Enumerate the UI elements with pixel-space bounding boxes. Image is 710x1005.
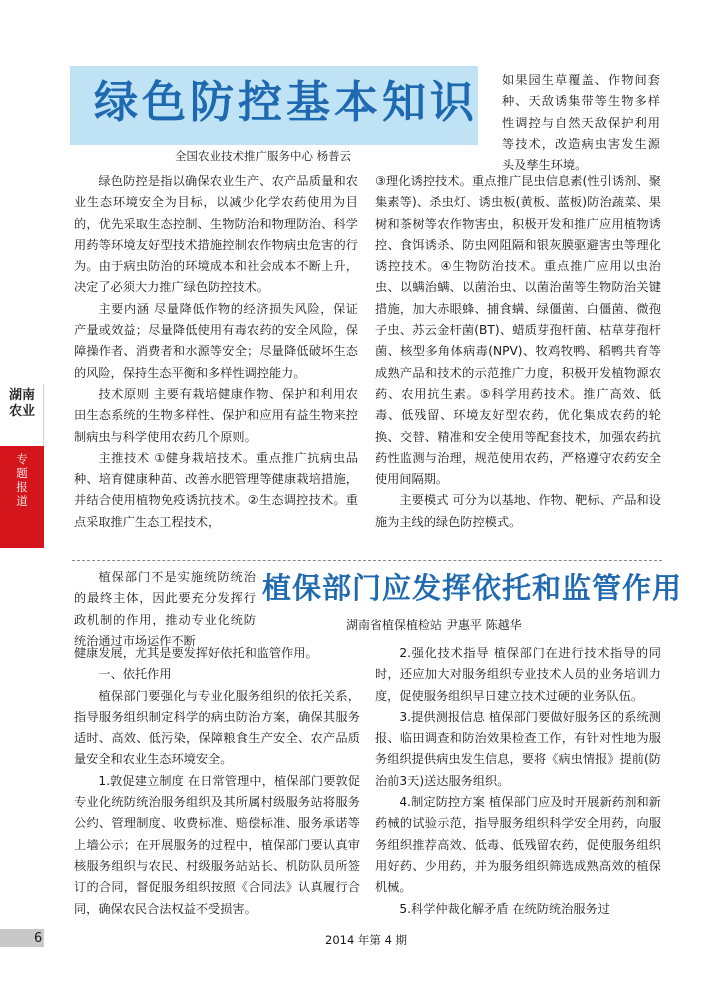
paragraph: 绿色防控是指以确保农业生产、农产品质量和农业生态环境安全为目标，以减少化学农药使用为目的，优先采取生态控制、生物防治和物理防治、科学用药等环境友好型技术措施控制农作物病虫危害的行为。由于病虫防治的环境成本和社会成本不断上升，决定了必须大力推广绿色防控技术。 [74,174,358,295]
paragraph: 主要内涵 尽量降低作物的经济损失风险，保证产量或效益；尽量降低使用有毒农药的安全风险，保障操作者、消费者和水源等安全；尽量降低破坏生态的风险，保持生态平衡和多样性调控能力。 [74,301,358,380]
paragraph: 1.敦促建立制度 在日常管理中，植保部门要敦促专业化统防统治服务组织及其所属村级服务站将服务公约、管理制度、收费标准、赔偿标准、服务承诺等上墙公示；在开展服务的过程中，植保部门要认真审核服务组织与农民、村级服务站站长、机防队员所签订的合同，督促服务组织按照《合同法》认真履行合同，确保农民合法权益不受损害。 [74,773,360,916]
article2-left-column [74,643,360,920]
section-tab-label: 专题报道 [16,452,28,508]
article-title: 绿色防控基本知识 [94,77,478,128]
article-byline: 湖南省植保植检站 尹惠平 陈越华 [346,618,522,632]
article-title: 植保部门应发挥依托和监管作用 [262,571,683,605]
paragraph: 健康发展，尤其是要发挥好依托和监管作用。 [74,646,318,660]
paragraph: 技术原则 主要有栽培健康作物、保护和利用农田生态系统的生物多样性、保护和应用有益生物来控制病虫与科学使用农药几个原则。 [74,386,358,444]
right-top-paragraph: 如果园生草覆盖、作物间套种、天敌诱集带等生物多样性调控与自然天敌保护利用等技术，改造病虫害发生源头及孳生环境。 [502,73,660,173]
article1-left-column [74,171,358,533]
paragraph: 4.制定防控方案 植保部门应及时开展新药剂和新药械的试验示范，指导服务组织科学安全用药，向服务组织推荐高效、低毒、低残留农药，促使服务组织用好药、少用药，并为服务组织筛选成熟高效的植保机械。 [375,795,661,895]
paragraph: 主推技术 ①健身栽培技术。重点推广抗病虫品种、培育健康种苗、改善水肥管理等健康栽培措施，并结合使用植物免疫诱抗技术。②生态调控技术。重点采取推广生态工程技术， [74,450,358,529]
paragraph: 主要模式 可分为以基地、作物、靶标、产品和设施为主线的绿色防控模式。 [375,493,661,529]
paragraph: 5.科学仲裁化解矛盾 在统防统治服务过 [399,901,610,916]
section-tab [0,446,44,548]
paragraph: 2.强化技术指导 植保部门在进行技术指导的同时，还应加大对服务组织专业技术人员的业务培训力度，促使服务组织早日建立技术过硬的业务队伍。 [375,646,661,703]
paragraph: ③理化诱控技术。重点推广昆虫信息素(性引诱剂、聚集素等)、杀虫灯、诱虫板(黄板、蓝板)防治蔬菜、果树和茶树等农作物害虫，积极开发和推广应用植物诱控、食饵诱杀、防虫网阻隔和银灰膜驱避害虫等理化诱控技术。④生物防治技术。重点推广应用以虫治虫、以螨治螨、以菌治虫、以菌治菌等生物防治关键措施，加大赤眼蜂、捕食螨、绿僵菌、白僵菌、微孢子虫、苏云金杆菌(BT)、蜡质芽孢杆菌、枯草芽孢杆菌、核型多角体病毒(NPV)、牧鸡牧鸭、稻鸭共育等成熟产品和技术的示范推广力度，积极开发植物源农药、农用抗生素。⑤科学用药技术。推广高效、低毒、低残留、环境友好型农药，优化集成农药的轮换、交替、精准和安全使用等配套技术，加强农药抗药性监测与治理，规范使用农药，严格遵守农药安全使用间隔期。 [375,174,661,487]
paragraph: 3.提供测报信息 植保部门要做好服务区的系统测报、临田调查和防治效果检查工作，有针对性地为服务组织提供病虫发生信息，要将《病虫情报》提前(防治前3天)送达服务组织。 [375,709,661,788]
article-divider [72,560,662,561]
section-heading: 一、依托作用 [98,667,172,682]
page-number: 6 [34,931,43,946]
magazine-logo-text: 湖南农业 [8,388,35,419]
article1-right-column [375,171,661,533]
article2-right-column [375,643,661,920]
magazine-logo [0,384,44,446]
paragraph: 植保部门要强化与专业化服务组织的依托关系，指导服务组织制定科学的病虫防治方案，确保其服务适时、高效、低污染，保障粮食生产安全、农产品质量安全和农业生态环境安全。 [74,688,360,767]
issue-label: 2014 年第 4 期 [325,933,408,947]
article-byline: 全国农业技术推广服务中心 杨普云 [175,149,352,163]
intro-paragraph: 植保部门不是实施统防统治的最终主体，因此要充分发挥行政机制的作用，推动专业化统防统治通过市场运作不断 [74,570,256,648]
